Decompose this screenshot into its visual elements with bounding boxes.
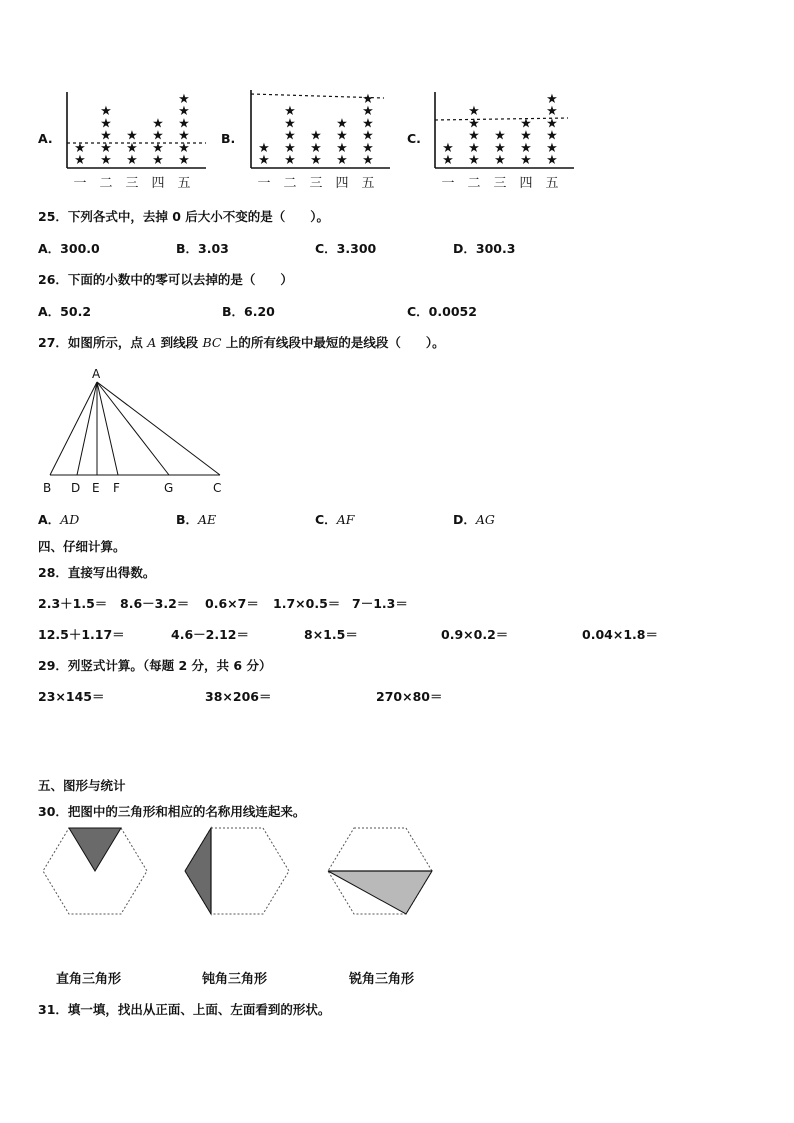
chart-c-stars [442, 92, 558, 168]
day-label: 五 [177, 176, 191, 191]
star-mark: ★ [74, 153, 86, 168]
q27-stem-part: 到线段 [156, 335, 203, 350]
star-mark: ★ [100, 140, 112, 156]
chart-c-label: C. [407, 131, 421, 146]
q29-item: 38×206＝ [205, 689, 272, 704]
star-mark: ★ [284, 128, 296, 144]
star-mark: ★ [284, 153, 296, 168]
star-mark: ★ [442, 140, 454, 156]
star-mark: ★ [74, 140, 86, 156]
point-label-a: A [92, 367, 101, 381]
q27-option-d [453, 510, 495, 528]
star-mark: ★ [126, 128, 138, 144]
star-mark: ★ [284, 116, 296, 132]
star-mark: ★ [494, 153, 506, 168]
q27-option-value: AF [336, 512, 355, 527]
day-label: 三 [493, 176, 507, 191]
question-25-stem: 25．下列各式中，去掉 0 后大小不变的是（ ）。 [38, 209, 330, 224]
question-27-stem [38, 333, 445, 351]
chart-b-stars [258, 92, 374, 168]
star-mark: ★ [442, 153, 454, 168]
star-mark: ★ [100, 128, 112, 144]
day-label: 二 [99, 176, 113, 191]
q27-option-value: AE [198, 512, 217, 527]
q26-option-b: B．6.20 [222, 304, 275, 319]
q26-option-a: A．50.2 [38, 304, 92, 319]
star-mark: ★ [152, 153, 164, 168]
star-mark: ★ [336, 116, 348, 132]
question-31-stem: 31．填一填，找出从正面、上面、左面看到的形状。 [38, 1002, 331, 1017]
star-mark: ★ [310, 140, 322, 156]
section-4-heading: 四、仔细计算。 [38, 539, 126, 554]
star-mark: ★ [468, 140, 480, 156]
star-mark: ★ [520, 116, 532, 132]
q28-item: 0.9×0.2＝ [441, 627, 509, 642]
star-mark: ★ [468, 104, 480, 120]
q28-item: 1.7×0.5＝ [273, 596, 341, 611]
point-label-g: G [164, 481, 174, 495]
star-mark: ★ [362, 153, 374, 168]
star-mark: ★ [362, 104, 374, 120]
star-mark: ★ [126, 140, 138, 156]
chart-b-label: B. [221, 131, 236, 146]
day-label: 二 [467, 176, 481, 191]
question-26-stem: 26．下面的小数中的零可以去掉的是（ ） [38, 272, 293, 287]
star-mark: ★ [336, 153, 348, 168]
star-mark: ★ [152, 140, 164, 156]
star-mark: ★ [178, 128, 190, 144]
hexagon-figure-1 [40, 824, 152, 918]
star-mark: ★ [546, 104, 558, 120]
star-mark: ★ [178, 104, 190, 120]
star-mark: ★ [520, 153, 532, 168]
chart-c-day-labels [441, 176, 558, 191]
star-mark: ★ [284, 140, 296, 156]
q28-item: 8×1.5＝ [304, 627, 358, 642]
shaded-triangle [185, 828, 211, 914]
q29-item: 23×145＝ [38, 689, 105, 704]
q27-option-prefix: C． [315, 512, 337, 527]
star-mark: ★ [546, 140, 558, 156]
question-30-stem: 30．把图中的三角形和相应的名称用线连起来。 [38, 804, 306, 819]
q27-segment-bc: BC [202, 335, 222, 350]
day-label: 一 [441, 176, 455, 191]
day-label: 四 [151, 176, 165, 191]
star-mark: ★ [468, 128, 480, 144]
day-label: 五 [361, 176, 375, 191]
q27-option-a [38, 510, 79, 528]
q28-item: 7－1.3＝ [352, 596, 408, 611]
star-mark: ★ [336, 140, 348, 156]
star-mark: ★ [152, 116, 164, 132]
star-mark: ★ [494, 140, 506, 156]
point-label-f: F [113, 481, 120, 495]
point-label-d: D [71, 481, 81, 495]
star-mark: ★ [362, 140, 374, 156]
caption-right-triangle: 直角三角形 [56, 972, 122, 987]
chart-a-day-labels [73, 176, 190, 191]
star-mark: ★ [152, 128, 164, 144]
q25-option-b: B．3.03 [176, 241, 229, 256]
chart-b-day-labels [257, 176, 374, 191]
q27-option-value: AG [475, 512, 495, 527]
caption-acute-triangle: 锐角三角形 [349, 972, 415, 987]
star-mark: ★ [258, 153, 270, 168]
chart-c [428, 88, 578, 196]
question-28-stem: 28．直接写出得数。 [38, 565, 156, 580]
point-label-c: C [213, 481, 222, 495]
q27-stem-part: 上的所有线段中最短的是线段（ ）。 [221, 335, 445, 350]
star-mark: ★ [546, 116, 558, 132]
star-mark: ★ [362, 128, 374, 144]
question-29-stem: 29．列竖式计算。（每题 2 分，共 6 分） [38, 658, 272, 673]
day-label: 三 [309, 176, 323, 191]
star-mark: ★ [178, 140, 190, 156]
q28-item: 12.5＋1.17＝ [38, 627, 125, 642]
q27-option-prefix: A． [38, 512, 61, 527]
q29-item: 270×80＝ [376, 689, 443, 704]
q28-item: 2.3＋1.5＝ [38, 596, 108, 611]
star-mark: ★ [546, 92, 558, 107]
day-label: 一 [73, 176, 87, 191]
section-5-heading: 五、图形与统计 [38, 778, 126, 793]
star-mark: ★ [178, 153, 190, 168]
triangle-figure [36, 362, 236, 498]
star-mark: ★ [468, 153, 480, 168]
q27-option-b [176, 510, 216, 528]
segment-ab [50, 382, 97, 475]
chart-b [244, 88, 394, 196]
segment-ad [77, 382, 97, 475]
star-mark: ★ [310, 153, 322, 168]
star-mark: ★ [284, 104, 296, 120]
star-mark: ★ [336, 128, 348, 144]
star-mark: ★ [178, 116, 190, 132]
hexagon-figure-2 [182, 824, 294, 918]
star-mark: ★ [546, 153, 558, 168]
q27-option-prefix: D． [453, 512, 476, 527]
q26-option-c: C．0.0052 [407, 304, 477, 319]
q27-point-a: A [147, 335, 157, 350]
hexagon-figure-3 [325, 824, 437, 918]
q27-option-value: AD [60, 512, 80, 527]
point-label-b: B [43, 481, 52, 495]
shaded-triangle [69, 828, 121, 871]
star-mark: ★ [362, 92, 374, 107]
star-mark: ★ [520, 128, 532, 144]
star-mark: ★ [546, 128, 558, 144]
star-mark: ★ [494, 128, 506, 144]
star-mark: ★ [100, 116, 112, 132]
day-label: 一 [257, 176, 271, 191]
q28-item: 4.6－2.12＝ [171, 627, 249, 642]
chart-a [60, 88, 210, 196]
star-mark: ★ [258, 140, 270, 156]
q27-option-c [315, 510, 354, 528]
q27-stem-part: 27．如图所示，点 [38, 335, 148, 350]
q28-item: 0.6×7＝ [205, 596, 259, 611]
star-mark: ★ [178, 92, 190, 107]
star-mark: ★ [100, 104, 112, 120]
shaded-triangle [328, 871, 432, 914]
day-label: 四 [335, 176, 349, 191]
day-label: 四 [519, 176, 533, 191]
point-label-e: E [92, 481, 100, 495]
star-mark: ★ [126, 153, 138, 168]
q27-option-prefix: B． [176, 512, 199, 527]
star-mark: ★ [520, 140, 532, 156]
star-mark: ★ [100, 153, 112, 168]
star-mark: ★ [362, 116, 374, 132]
star-mark: ★ [468, 116, 480, 132]
q28-item: 0.04×1.8＝ [582, 627, 658, 642]
day-label: 三 [125, 176, 139, 191]
day-label: 二 [283, 176, 297, 191]
q25-option-c: C．3.300 [315, 241, 377, 256]
chart-a-stars [74, 92, 190, 168]
caption-obtuse-triangle: 钝角三角形 [202, 972, 268, 987]
day-label: 五 [545, 176, 559, 191]
star-mark: ★ [310, 128, 322, 144]
q25-option-d: D．300.3 [453, 241, 516, 256]
q25-option-a: A．300.0 [38, 241, 100, 256]
chart-a-label: A. [38, 131, 53, 146]
q28-item: 8.6－3.2＝ [120, 596, 190, 611]
